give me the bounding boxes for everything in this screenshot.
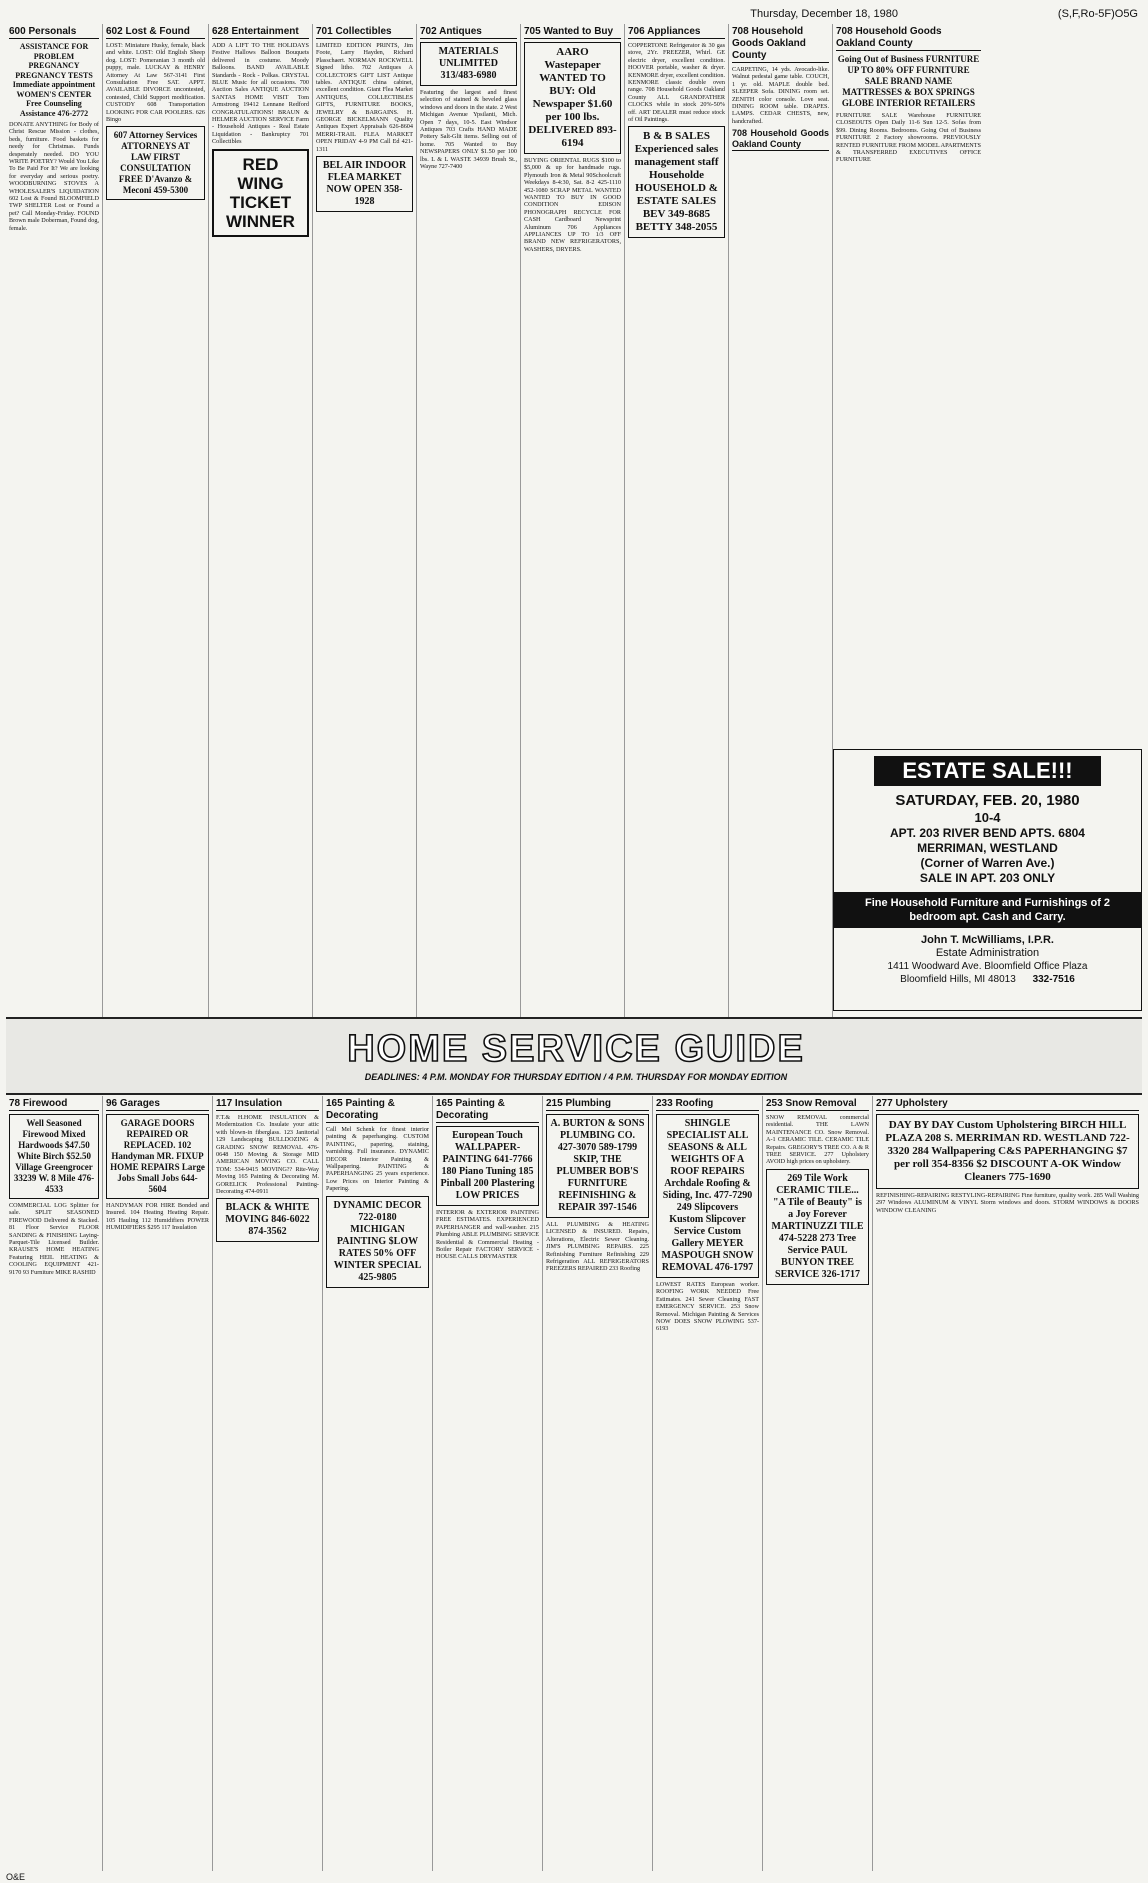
ad-text: ADD A LIFT TO THE HOLIDAYS Festive Hallows Balloon Bouquets delivered in costume. Moody Balloons. BAND AVAILABLE Standards - Rock - Polkas. CRYSTAL BLUE Music for all occasions. 700 Auction Sales ANTIQUE AUCTION SANTAS HOME VISIT Tom Armstrong 19412 Lennane Redford CONGRATULATIONS! BRAUN & HELMER AUCTION SERVICE Farm - Household Antiques - Real Estate Liquidation - Bankruptcy 701 Collectibles [212, 42, 309, 146]
feature-ad: MATERIALS UNLIMITED 313/483-6980 [420, 42, 517, 86]
estate-sale-ad [833, 749, 1142, 1011]
feature-ad: BLACK & WHITE MOVING 846-6022 874-3562 [216, 1198, 319, 1242]
column-heading: 165 Painting & Decorating [326, 1096, 429, 1123]
ad-text: CARPETING, 14 yds. Avocado-like. Walnut pedestal game table. COUCH, 1 yr. old. MAPLE double bed. SLEEPER Sofa. DINING room set. ZENITH color console. Love seat. DINING ROOM table. DRAPES. LAMPS. CEDAR CHESTS, new, handcrafted. [732, 66, 829, 125]
ad-text: HANDYMAN FOR HIRE Bonded and Insured. 104 Heating Heating Repair. 105 Hauling 112 Humidifiers POWER HUMIDIFIERS $295 117 Insulation [106, 1202, 209, 1232]
column-roofing [652, 1096, 762, 1871]
column-firewood [6, 1096, 102, 1871]
masthead [0, 4, 1148, 24]
feature-ad: DAY BY DAY Custom Upholstering BIRCH HILL PLAZA 208 S. MERRIMAN RD. WESTLAND 722-3320 284 Wallpapering C&S PAPERHANGING $7 per roll 354-8356 $2 DISCOUNT A-OK Window Cleaners 775-1690 [876, 1114, 1139, 1189]
column-heading: 708 Household Goods Oakland County [836, 24, 981, 51]
ad-text: DONATE ANYTHING for Body of Christ Rescue Mission - clothes, beds, furniture. Food baskets for needy for Christmas. Funds desperately needed. DO YOU WRITE POETRY? Would You Like To Be Paid For It? We are looking for everyday and serious poetry. WOODBURNING STOVES A WHOLESALER'S LIQUIDATION 602 Lost & Found BLOOMFIELD TWP SHELTER Lost or Found a pet? Call Monday-Friday. FOUND Brown male Doberman, Found dog, female. [9, 121, 99, 232]
estate-sale-corner: (Corner of Warren Ave.) [920, 856, 1055, 870]
column-heading: 702 Antiques [420, 24, 517, 39]
ad-text: COMMERCIAL LOG Splitter for sale. SPLIT SEASONED FIREWOOD Delivered & Stacked. 81 Floor Service FLOOR SANDING & FINISHING Laying-Parquet-Tile Licensed Builder. KRAUSE'S HOME HEATING Featuring HEIL HEATING & COOLING EQUIPMENT 421-9170 93 Furniture MIKE RASHID [9, 1202, 99, 1276]
column-antiques [416, 24, 520, 1017]
column-heading: 701 Collectibles [316, 24, 413, 39]
ad-text: LOWEST RATES European worker. ROOFING WORK NEEDED Free Estimates. 241 Sewer Cleaning FAST EMERGENCY SERVICE. 253 Snow Removal. Michigan Painting & Services NOW DOES SNOW PLOWING 537-6193 [656, 1281, 759, 1333]
feature-ad: A. BURTON & SONS PLUMBING CO. 427-3070 589-1799 SKIP, THE PLUMBER BOB'S FURNITURE REFINISHING & REPAIR 397-1546 [546, 1114, 649, 1218]
ad-text: LOST: Miniature Husky, female, black and white. LOST: Old English Sheep dog. LOST: Pomeranian 3 month old puppy, male. LUCKAY & HENRY Attorney At Law 567-3141 First Consultation Free SAT. APPT. AVAILABLE DIVORCE uncontested, contested, Child Support modification. CUSTODY 608 Transportation LOOKING FOR CAR POOLERS. 626 Bingo [106, 42, 205, 124]
column-collectibles [312, 24, 416, 1017]
ad-text: LIMITED EDITION PRINTS, Jim Foote, Larry Hayden, Richard Plasschaert. NORMAN ROCKWELL Signed litho. 702 Antiques A COLLECTOR'S GIFT LIST Antique tables. ANTIQUE china cabinet, excellent condition. Giant Flea Market ANTIQUES, COLLECTIBLES GIFTS, FURNITURE BOOKS, JEWELRY & BARGAINS. H. GEORGE BICKELMANN Quality Antiques Expert Appraisals 626-8604 MERRI-TRAIL FLEA MARKET OPEN FRIDAY 4-9 PM Call Ed 421-1311 [316, 42, 413, 153]
column-heading: 96 Garages [106, 1096, 209, 1111]
column-heading: 628 Entertainment [212, 24, 309, 39]
banner-deadlines: DEADLINES: 4 P.M. MONDAY FOR THURSDAY EDITION / 4 P.M. THURSDAY FOR MONDAY EDITION [364, 1072, 788, 1082]
feature-ad: Well Seasoned Firewood Mixed Hardwoods $47.50 White Birch $52.50 Village Greengrocer 33239 W. 8 Mile 476-4533 [9, 1114, 99, 1199]
column-heading: 277 Upholstery [876, 1096, 1139, 1111]
feature-ad: RED WING TICKET WINNER [212, 149, 309, 237]
column-heading: 215 Plumbing [546, 1096, 649, 1111]
ad-text: BUYING ORIENTAL RUGS $100 to $5,000 & up for handmade rugs. Plymouth Iron & Metal 90Schoolcraft Weekdays 8-4:30, Sat. 8-2 425-1110 452-1080 SCRAP METAL WANTED WANTED TO BUY IN GOOD CONDITION EDISON PHONOGRAPH RECYCLE FOR CASH Cardboard Newsprint Aluminum 706 Appliances APPLIANCES UP TO 1/3 OFF BRAND NEW REFRIGERATORS, WASHERS, DRYERS. [524, 157, 621, 253]
column-lost-found [102, 24, 208, 1017]
edition-code: (S,F,Ro-5F)O5G [1057, 8, 1138, 20]
column-upholstery [872, 1096, 1142, 1871]
estate-sale-city: Bloomfield Hills, MI 48013 [900, 974, 1016, 985]
column-insulation [212, 1096, 322, 1871]
feature-ad: Going Out of Business FURNITURE UP TO 80% OFF FURNITURE SALE BRAND NAME MATTRESSES & BOX SPRINGS GLOBE INTERIOR RETAILERS [837, 54, 980, 108]
ad-text: COPPERTONE Refrigerator & 30 gas stove, 2Yr. FREEZER, Whirl. GE electric dryer, excellent condition. HOOVER portable, washer & dryer. KENMORE dryer, excellent condition. KENMORE classic double oven range. 708 Household Goods Oakland County ALL GRANDFATHER CLOCKS while in stock 20%-50% off. ART DEALER must reduce stock of Oil Paintings. [628, 42, 725, 124]
estate-sale-street: 1411 Woodward Ave. Bloomfield Office Plaza [887, 961, 1088, 972]
ad-text: ALL PLUMBING & HEATING LICENSED & INSURED. Repairs, Alterations, Electric Sewer Cleaning. JIM'S PLUMBING REPAIRS. 225 Refinishing Furniture Refinishing 229 Refrigeration ALL REFRIGERATORS FREEZERS REPAIRED 233 Roofing [546, 1221, 649, 1273]
ad-text: Call Mel Schenk for finest interior painting & paperhanging. CUSTOM PAINTING, papering, staining, varnishing. Full insurance. DYNAMIC DECOR Interior Painting & Wallpapering. PAINTING & PAPERHANGING 25 years experience. Low Prices on Interior Painting & Papering. [326, 1126, 429, 1193]
page-footer-code: O&E [6, 1872, 26, 1882]
feature-ad: 269 Tile Work CERAMIC TILE... "A Tile of Beauty" is a Joy Forever MARTINUZZI TILE 474-5228 273 Tree Service PAUL BUNYON TREE SERVICE 326-1717 [766, 1169, 869, 1285]
column-heading: 117 Insulation [216, 1096, 319, 1111]
column-painting-2 [432, 1096, 542, 1871]
column-household-goods-2 [832, 24, 1142, 1017]
ad-text: REFINISHING-REPAIRING RESTYLING-REPAIRING Fine furniture, quality work. 285 Wall Washing 297 Windows ALUMINUM & VINYL Storm windows and doors. STORM WINDOWS & DOORS WINDOW CLEANING [876, 1192, 1139, 1214]
ad-text: F.T.& H.HOME INSULATION & Modernization Co. Insulate your attic with blown-in fiberglass. 123 Janitorial 129 Landscaping BULLDOZING & GRADING SNOW REMOVAL 476-0648 150 Moving & Storage MID AMERICAN MOVING CO. CALL TOM: 534-9415 MOVING?? Rite-Way Moving 165 Painting & Decorating M. GORELICK Professional Painting-Decorating 474-0911 [216, 1114, 319, 1196]
feature-ad: European Touch WALLPAPER-PAINTING 641-7766 180 Piano Tuning 185 Pinball 200 Plastering LOW PRICES [436, 1126, 539, 1206]
column-entertainment [208, 24, 312, 1017]
column-personals [6, 24, 102, 1017]
feature-ad: DYNAMIC DECOR 722-0180 MICHIGAN PAINTING $LOW RATES 50% OFF WINTER SPECIAL 425-9805 [326, 1196, 429, 1288]
column-heading: 705 Wanted to Buy [524, 24, 621, 39]
column-household-goods [728, 24, 832, 1017]
ad-text: FURNITURE SALE Warehouse FURNITURE CLOSEOUTS Open Daily 11-6 Sun 12-5. Sofas from $99. Dining Rooms. Bedrooms. Going Out of Business FURNITURE 2 Factory showrooms. PREVIOUSLY RENTED FURNITURE FROM MODEL APARTMENTS & TRANSFERRED EXECUTIVES OFFICE FURNITURE [836, 112, 981, 164]
feature-ad: SHINGLE SPECIALIST ALL SEASONS & ALL WEIGHTS OF A ROOF REPAIRS Archdale Roofing & Siding, Inc. 477-7290 249 Slipcovers Kustom Slipcover Service Custom Gallery MEYER MASPOUGH SNOW REMOVAL 476-1797 [656, 1114, 759, 1278]
feature-ad: 607 Attorney Services ATTORNEYS AT LAW FIRST CONSULTATION FREE D'Avanzo & Meconi 459-5300 [106, 126, 205, 200]
column-heading: 78 Firewood [9, 1096, 99, 1111]
column-heading: 706 Appliances [628, 24, 725, 39]
column-painting [322, 1096, 432, 1871]
estate-sale-hours: 10-4 [974, 810, 1001, 825]
classifieds-bottom [6, 1096, 1142, 1871]
column-heading: 602 Lost & Found [106, 24, 205, 39]
ad-text: SNOW REMOVAL commercial residential. THE LAWN MAINTENANCE CO. Snow Removal. A-1 CERAMIC TILE. CERAMIC TILE Repairs. GREGORY'S TREE CO. A & R TREE SERVICE. 277 Upholstery AVOID high prices on upholstery. [766, 1114, 869, 1166]
feature-ad: 708 Household Goods Oakland County [732, 128, 829, 150]
estate-sale-title: ESTATE SALE!!! [874, 756, 1101, 786]
feature-ad: AARO Wastepaper WANTED TO BUY: Old Newspaper $1.60 per 100 lbs. DELIVERED 893-6194 [524, 42, 621, 154]
column-heading: 600 Personals [9, 24, 99, 39]
feature-ad: GARAGE DOORS REPAIRED OR REPLACED. 102 Handyman MR. FIXUP HOME REPAIRS Large Jobs Small Jobs 644-5604 [106, 1114, 209, 1199]
estate-sale-firm: Estate Administration [935, 947, 1040, 959]
column-heading: 165 Painting & Decorating [436, 1096, 539, 1123]
feature-ad: ASSISTANCE FOR PROBLEM PREGNANCY PREGNANCY TESTS Immediate appointment WOMEN'S CENTER Free Counseling Assistance 476-2772 [12, 42, 96, 118]
column-heading: 253 Snow Removal [766, 1096, 869, 1111]
column-heading: 708 Household Goods Oakland County [732, 24, 829, 63]
estate-sale-unit: SALE IN APT. 203 ONLY [919, 871, 1056, 885]
estate-sale-agent: John T. McWilliams, I.P.R. [921, 934, 1054, 946]
column-plumbing [542, 1096, 652, 1871]
column-heading: 233 Roofing [656, 1096, 759, 1111]
estate-sale-date: SATURDAY, FEB. 20, 1980 [895, 792, 1080, 809]
ad-text: Featuring the largest and finest selection of stained & beveled glass windows and doors in the state. 2 West Michigan Avenue Ypsilanti, Mich. Open 7 days, 10-5. East Windsor Antiques 703 Crafts HAND MADE Pottery Salt-Glit items. Selling out of home. 705 Wanted to Buy NEWSPAPERS ONLY $1.50 per 100 lbs. L & L WASTE 34939 Brush St., Wayne 727-7400 [420, 89, 517, 171]
column-snow-removal [762, 1096, 872, 1871]
estate-sale-phone: 332-7516 [1032, 974, 1075, 985]
issue-date: Thursday, December 18, 1980 [750, 8, 898, 20]
column-appliances [624, 24, 728, 1017]
ad-text: INTERIOR & EXTERIOR PAINTING FREE ESTIMATES. EXPERIENCED PAPERHANGER and wall-washer. 215 Plumbing ABLE PLUMBING SERVICE Residential & Commercial Heating - Boiler Repair FACTORY SERVICE - HOUSE CALLS DRYMASTER [436, 1209, 539, 1261]
home-service-guide-banner [6, 1017, 1142, 1095]
column-garages [102, 1096, 212, 1871]
estate-sale-address: APT. 203 RIVER BEND APTS. 6804 MERRIMAN, WESTLAND [890, 826, 1085, 855]
estate-sale-band: Fine Household Furniture and Furnishings of 2 bedroom apt. Cash and Carry. [834, 892, 1141, 928]
classifieds-top [6, 24, 1142, 1017]
feature-ad: BEL AIR INDOOR FLEA MARKET NOW OPEN 358-1928 [316, 156, 413, 212]
banner-title: HOME SERVICE GUIDE [347, 1028, 805, 1070]
column-wanted-to-buy [520, 24, 624, 1017]
feature-ad: B & B SALES Experienced sales management staff Householde HOUSEHOLD & ESTATE SALES BEV 349-8685 BETTY 348-2055 [628, 126, 725, 238]
